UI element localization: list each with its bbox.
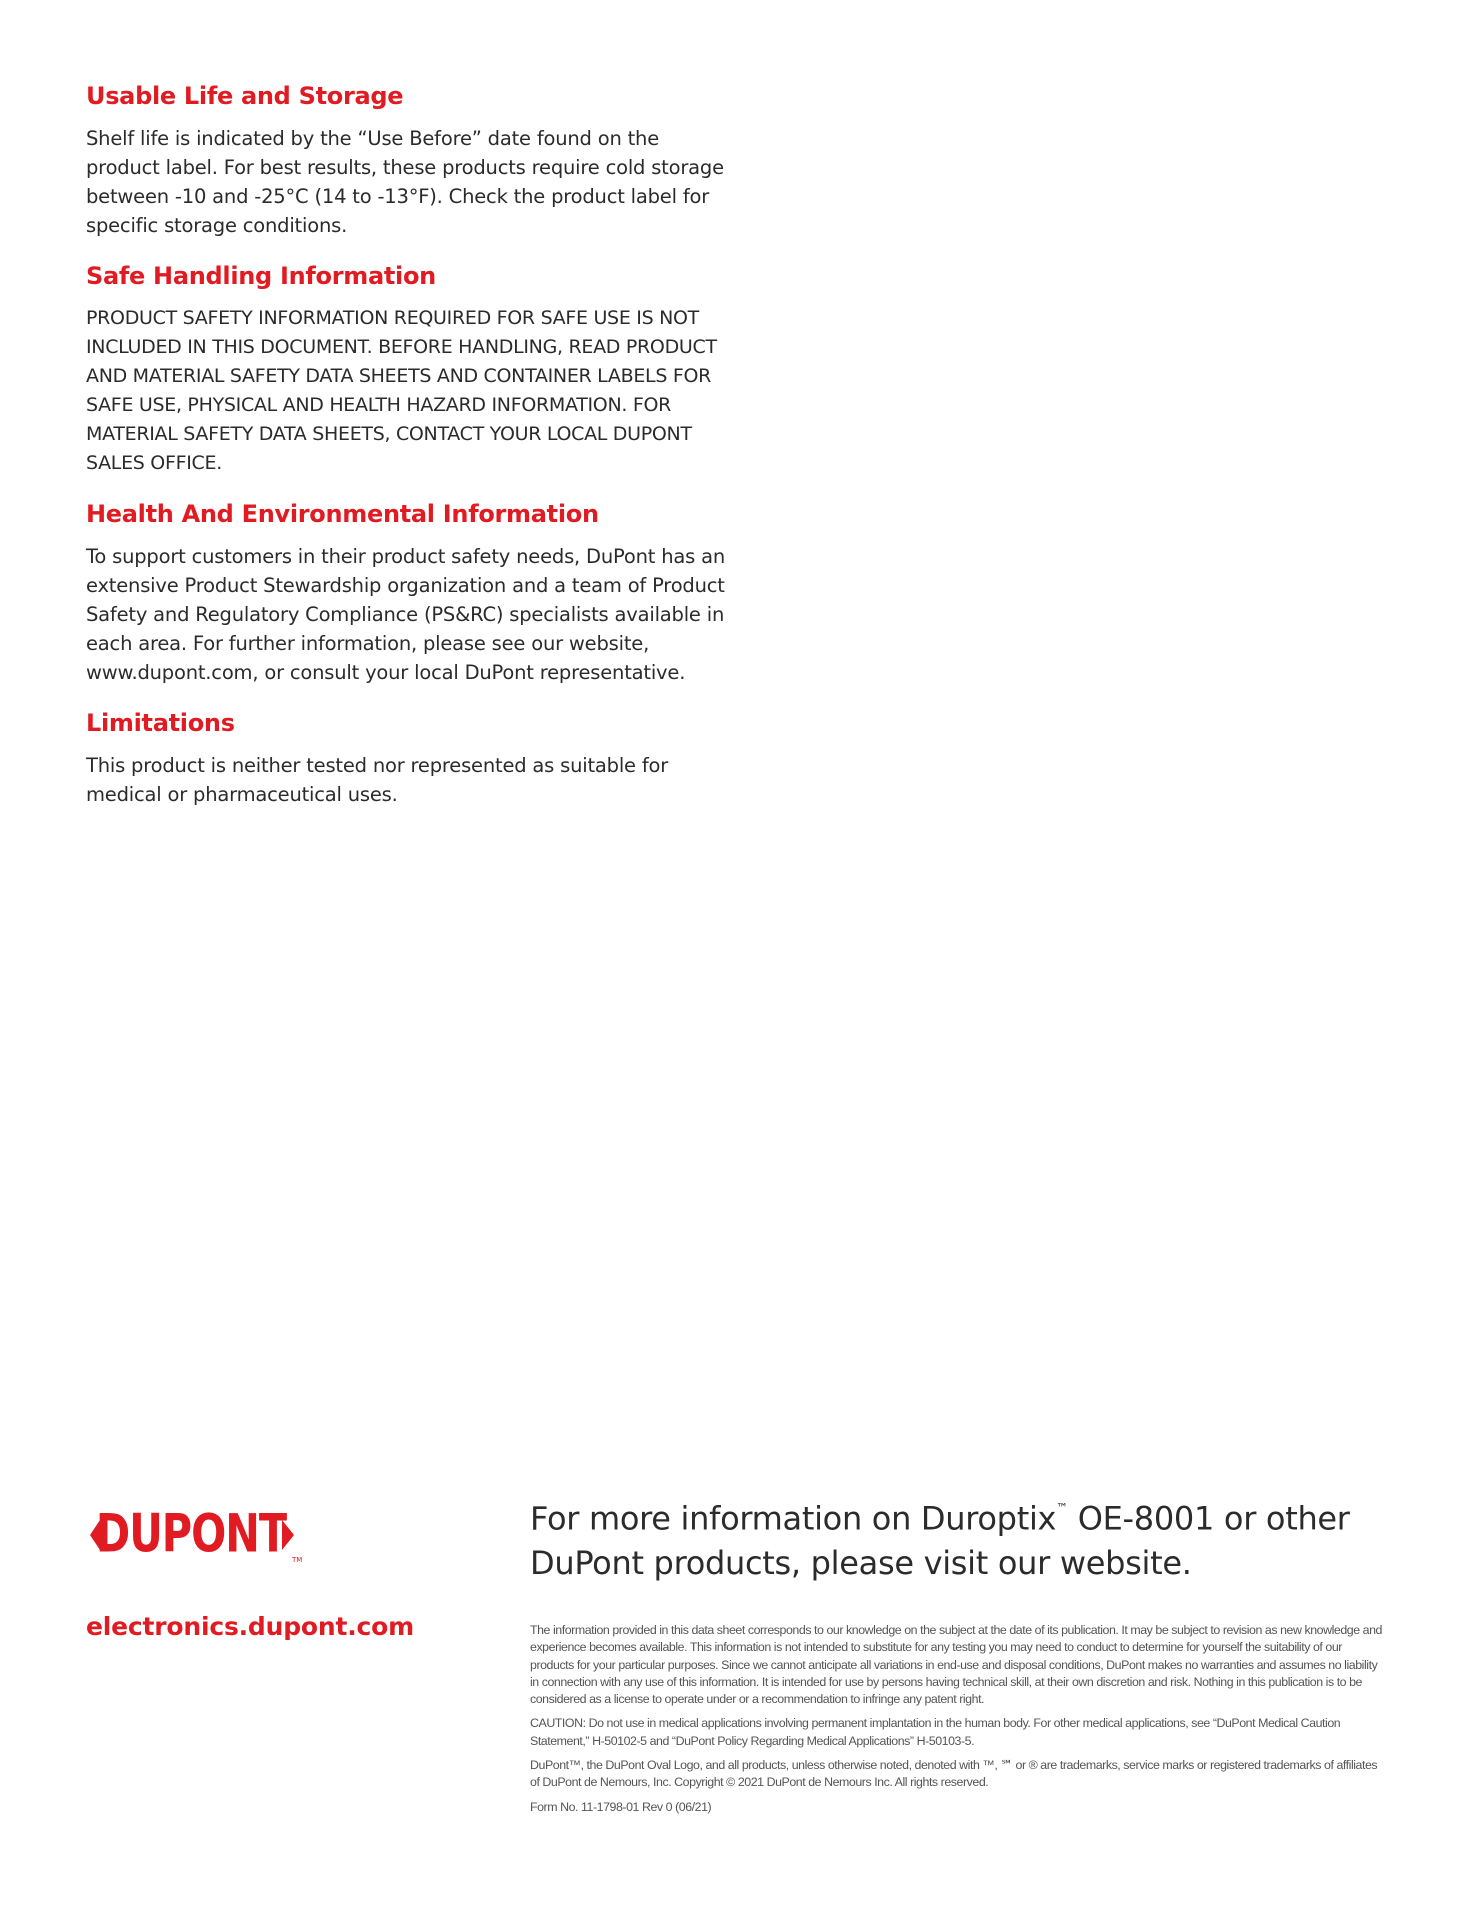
call-to-action xyxy=(530,1492,1390,1585)
svg-text:TM: TM xyxy=(292,1556,303,1564)
trademark-symbol: ™ xyxy=(1056,1501,1068,1515)
section-body: Shelf life is indicated by the “Use Before” date found on the product label. For best results, these products require cold storage between -10 and -25°C (14 to -13°F). Check the product label for specific storage conditions. xyxy=(86,127,724,237)
section-heading: Health And Environmental Information xyxy=(86,500,599,528)
section-heading: Usable Life and Storage xyxy=(86,82,404,110)
cta-line-1 xyxy=(530,1492,1390,1541)
section-limitations xyxy=(86,705,726,809)
cta-line-2: DuPont products, please visit our website. xyxy=(530,1543,1192,1582)
dupont-logo-icon xyxy=(86,1500,306,1570)
form-number: Form No. 11-1798-01 Rev 0 (06/21) xyxy=(530,1799,712,1814)
dupont-oval-logo xyxy=(86,1500,306,1570)
legal-disclaimer xyxy=(530,1622,1382,1823)
caution-paragraph: CAUTION: Do not use in medical applications involving permanent implantation in the human body. For other medical applications, see “DuPont Medical Caution Statement,” H-50102-5 and “DuPont Policy Regarding Medical Applications” H-50103-5. xyxy=(530,1716,1341,1748)
section-heading: Safe Handling Information xyxy=(86,262,436,290)
disclaimer-paragraph: The information provided in this data sheet corresponds to our knowledge on the subject at the date of its publication. It may be subject to revision as new knowledge and experience becomes available. This information is not intended to substitute for any testing you may need to conduct to determine for yourself the suitability of our products for your particular purposes. Since we cannot anticipate all variations in end-use and disposal conditions, DuPont makes no warranties and assumes no liability in connection with any use of this information. It is intended for use by persons having technical skill, at their own discretion and risk. Nothing in this publication is to be considered as a license to operate under or a recommendation to infringe any patent right. xyxy=(530,1623,1382,1707)
cta-text: OE-8001 or other xyxy=(1067,1499,1350,1538)
section-body: This product is neither tested nor represented as suitable for medical or pharmaceutical uses. xyxy=(86,754,669,806)
section-health-environmental xyxy=(86,496,726,687)
section-heading: Limitations xyxy=(86,709,235,737)
main-content-column xyxy=(86,78,726,827)
cta-text: For more information on Duroptix xyxy=(530,1499,1057,1538)
svg-text:DUPONT: DUPONT xyxy=(95,1502,287,1565)
section-body: To support customers in their product safety needs, DuPont has an extensive Product Stewardship organization and a team of Product Safety and Regulatory Compliance (PS&RC) specialists available in each area. For further information, please see our website, www.dupont.com, or consult your local DuPont representative. xyxy=(86,545,725,684)
trademark-paragraph: DuPont™, the DuPont Oval Logo, and all products, unless otherwise noted, denoted with ™, ℠ or ® are trademarks, service marks or registered trademarks of affiliates of DuPont de Nemours, Inc. Copyright © 2021 DuPont de Nemours Inc. All rights reserved. xyxy=(530,1758,1378,1790)
section-body: PRODUCT SAFETY INFORMATION REQUIRED FOR SAFE USE IS NOT INCLUDED IN THIS DOCUMENT. BEFORE HANDLING, READ PRODUCT AND MATERIAL SAFETY DATA SHEETS AND CONTAINER LABELS FOR SAFE USE, PHYSICAL AND HEALTH HAZARD INFORMATION. FOR MATERIAL SAFETY DATA SHEETS, CONTACT YOUR LOCAL DUPONT SALES OFFICE. xyxy=(86,307,717,474)
section-usable-life-storage xyxy=(86,78,726,240)
website-link[interactable]: electronics.dupont.com xyxy=(86,1612,414,1641)
section-safe-handling xyxy=(86,258,726,478)
